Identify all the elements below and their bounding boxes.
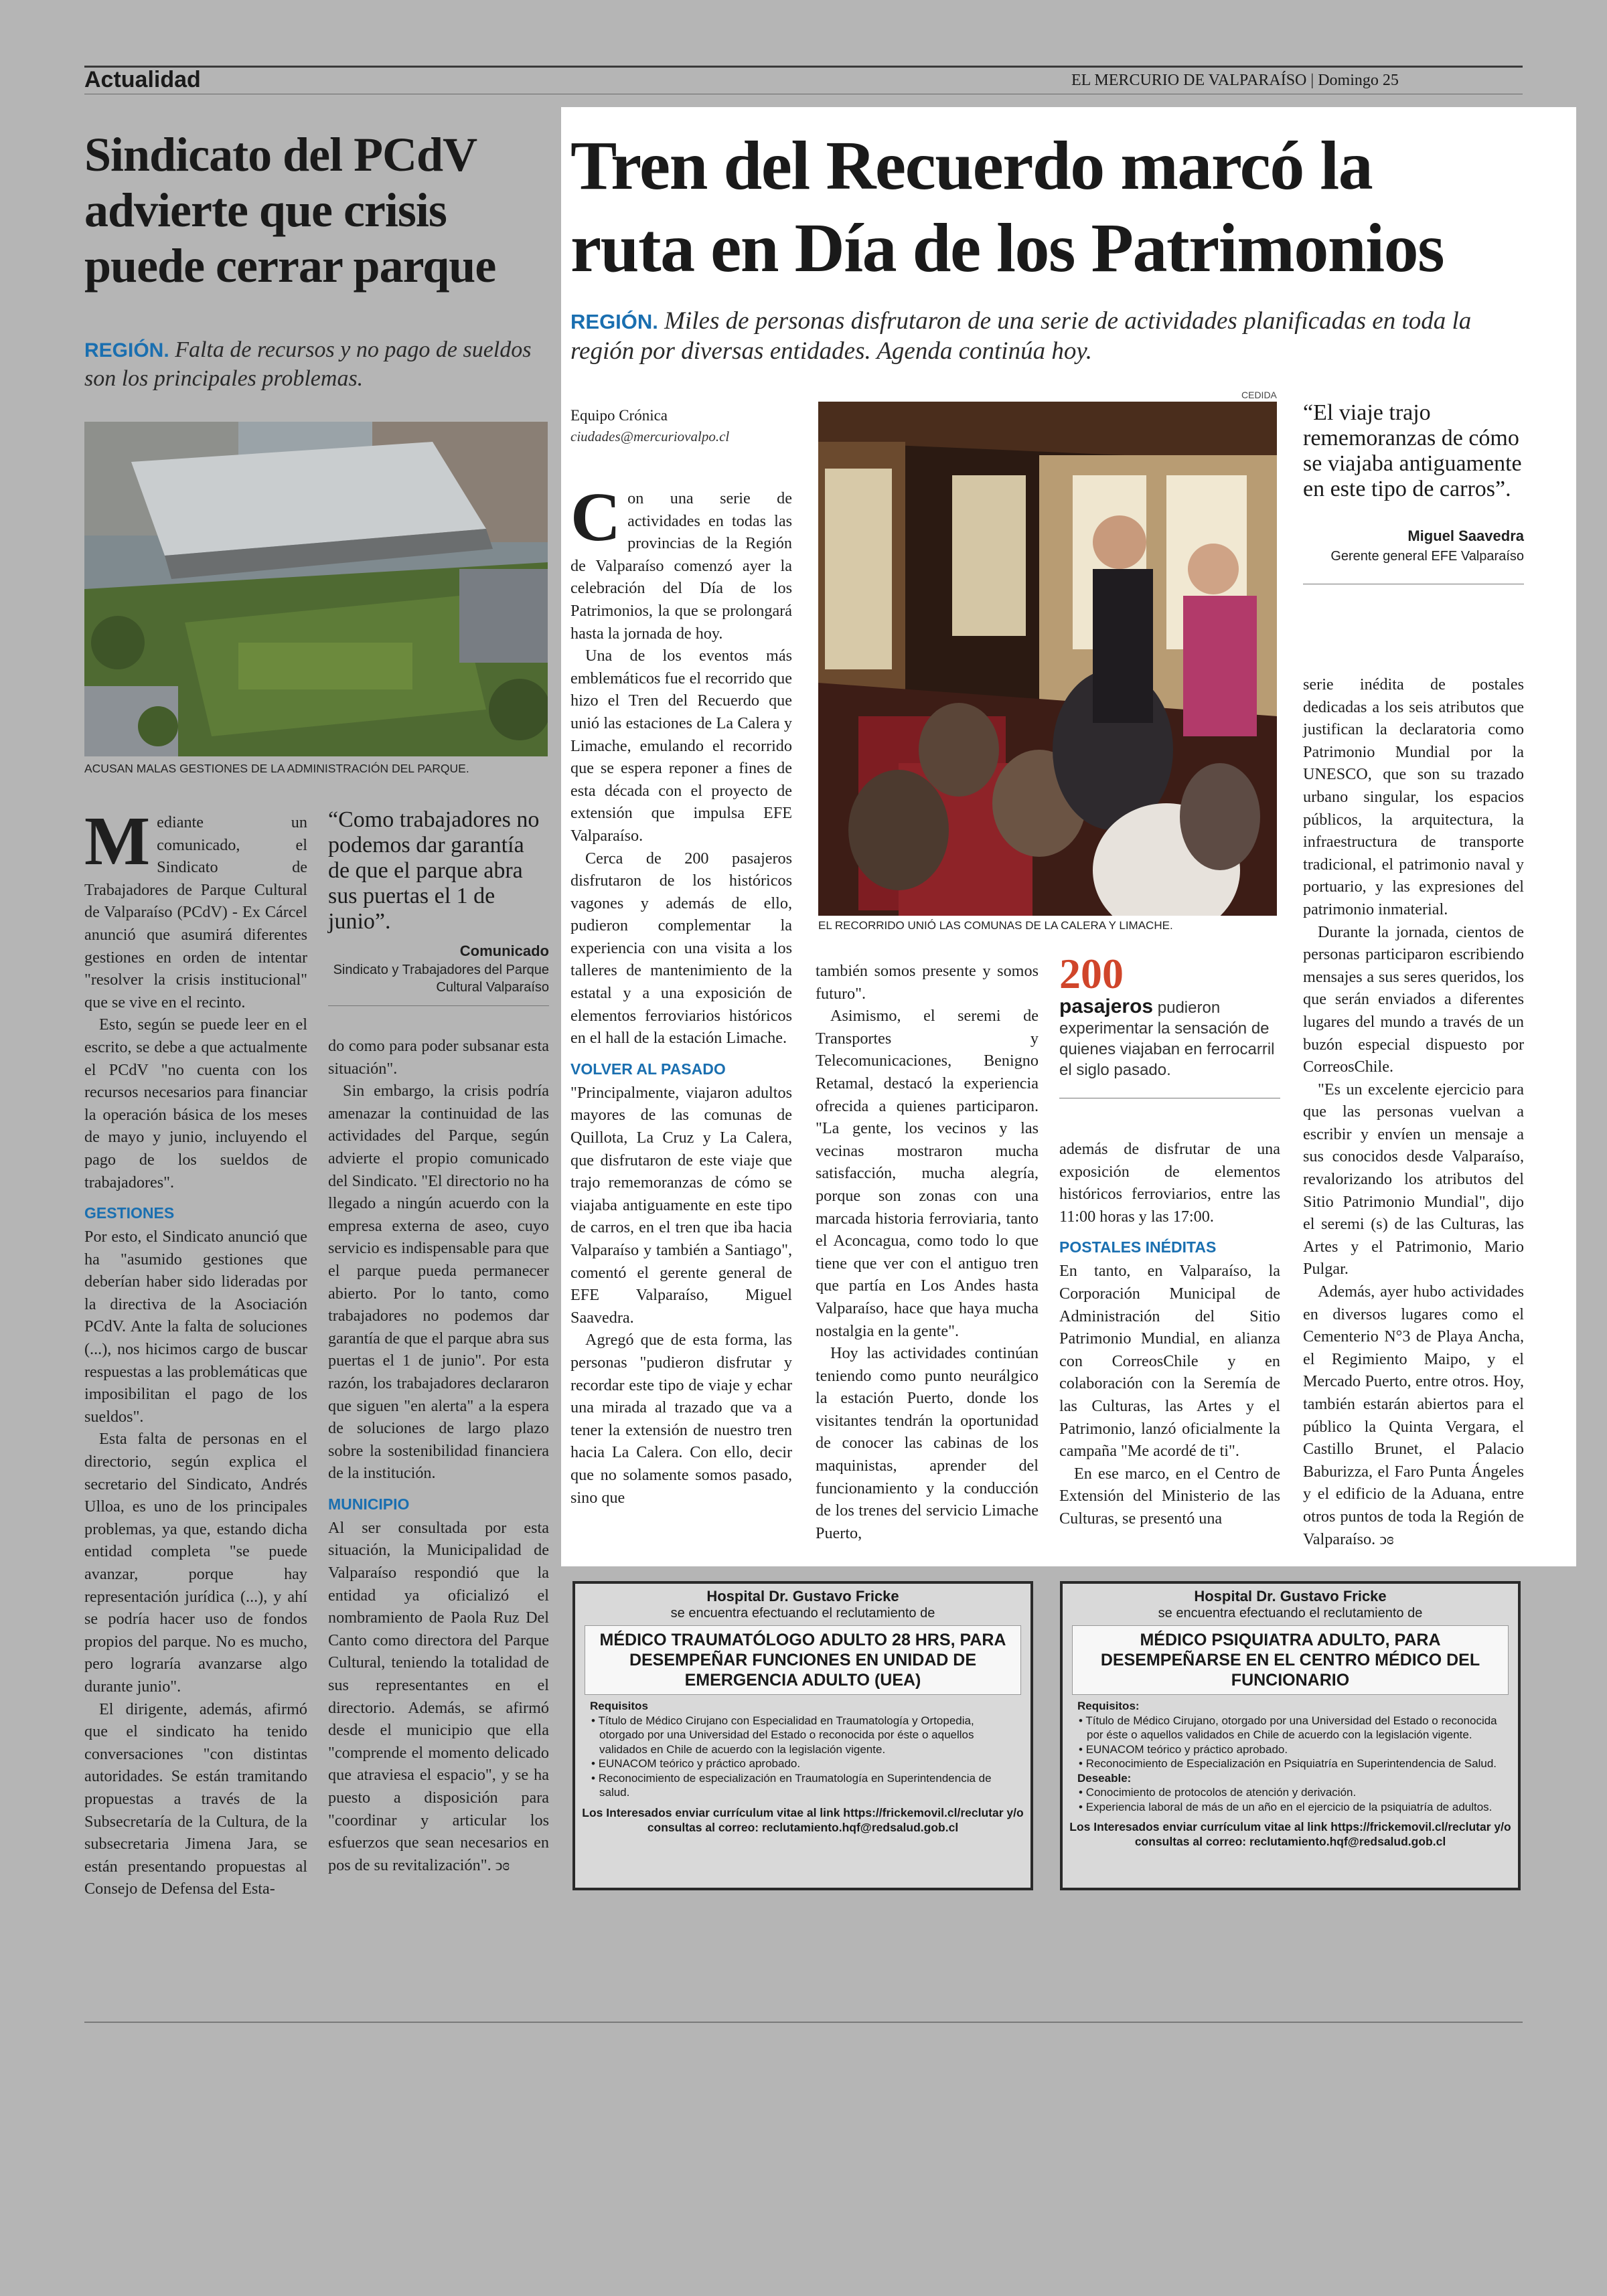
ad-hospital: Hospital Dr. Gustavo Fricke xyxy=(1194,1588,1387,1605)
right-c4-p2: Durante la jornada, cientos de personas participaron escribiendo mensajes a sus seres queridos, los que serán enviados a diferentes lugares del mundo a través de un buzón especial dispuesto por CorreosChile. xyxy=(1303,922,1524,1076)
left-quote-text: “Como trabajadores no podemos dar garantía de que el parque abra sus puertas el 1 de junio”. xyxy=(328,807,540,934)
left-col1-p1: ediante un comunicado, el Sindicato de Trabajadores de Parque Cultural de Valparaíso (PCdV) - Ex Cárcel anunció que asumirá diferentes gestiones en orden de intentar "resolver la crisis institucional" que se vive en el recinto. xyxy=(84,813,307,1011)
left-lead xyxy=(84,336,553,393)
ad-contact: Los Interesados enviar currículum vitae al link https://frickemovil.cl/reclutar y/o consultas al correo: reclutamiento.hqf@redsalud.gob.cl xyxy=(1069,1820,1511,1848)
right-col2 xyxy=(816,960,1039,1544)
ad-req-item: • Título de Médico Cirujano con Especialidad en Traumatología y Ortopedia, otorgado por una Universidad del Estado o reconocida por éste o aquellos validados en Chile de acuerdo con la legislación vigente. xyxy=(591,1714,974,1756)
left-dropcap: M xyxy=(84,803,151,880)
left-headline-line: advierte que crisis xyxy=(84,183,447,237)
right-c3-p3: En ese marco, en el Centro de Extensión del Ministerio de las Culturas, se presentó una xyxy=(1059,1464,1280,1528)
paper-day: Domingo 25 xyxy=(1318,72,1399,89)
left-lead-label: REGIÓN. xyxy=(84,339,169,361)
right-c4-p4 xyxy=(1303,1281,1524,1550)
ad-requirements xyxy=(590,1699,1016,1800)
right-dropcap: C xyxy=(570,479,621,556)
park-photo-caption: ACUSAN MALAS GESTIONES DE LA ADMINISTRACIÓN DEL PARQUE. xyxy=(84,762,469,775)
ad-req-item: • Reconocimiento de especialización en Traumatología en Superintendencia de salud. xyxy=(591,1771,992,1799)
left-col1-p4: Esta falta de personas en el directorio, según explica el secretario del Sindicato, Andrés Ulloa, es uno de los principales problemas, ya que, estando dicha entidad completa "se puede avanzar, porque hay representación jurídica (...), y ahí se podría hacer uso de fondos propios del parque. No es mucho, pero lograría avanzarse algo durante junio". xyxy=(84,1430,307,1696)
left-end-mark: ↄɞ xyxy=(495,1856,510,1874)
paper-info: EL MERCURIO DE VALPARAÍSO | Domingo 25 xyxy=(1071,72,1399,89)
byline: Equipo Crónica xyxy=(570,407,668,424)
right-lead-label: REGIÓN. xyxy=(570,310,658,333)
paper-name: EL MERCURIO DE VALPARAÍSO xyxy=(1071,72,1307,89)
ad-position: MÉDICO PSIQUIATRA ADULTO, PARA DESEMPEÑARSE EN EL CENTRO MÉDICO DEL FUNCIONARIO xyxy=(1072,1625,1509,1695)
train-photo-image xyxy=(818,402,1277,916)
left-col1-p2: Esto, según se puede leer en el escrito, se debe a que actualmente el PCdV "no cuenta con los recursos necesarios para financiar la operación básica de los meses de mayo y junio, incluyendo el pago de los sueldos de trabajadores". xyxy=(84,1015,307,1192)
right-sub-postales: POSTALES INÉDITAS xyxy=(1059,1238,1217,1256)
left-quote xyxy=(328,807,549,1006)
ad-position: MÉDICO TRAUMATÓLOGO ADULTO 28 HRS, PARA DESEMPEÑAR FUNCIONES EN UNIDAD DE EMERGENCIA ADULTO (UEA) xyxy=(585,1625,1021,1695)
right-c1-p5: Agregó que de esta forma, las personas "pudieron disfrutar y recordar este tipo de viaje y echar una mirada al trazado que va a tener la extensión de nuestro tren hacia La Calera. Con ello, decir que no solamente somos pasado, sino que xyxy=(570,1331,792,1507)
left-headline xyxy=(84,127,553,294)
left-col1-p5: El dirigente, además, afirmó que el sindicato ha tenido conversaciones "con distintas autoridades. Se están tramitando propuestas a través de la Subsecretaría de la Cultura, de la subsecretaria Jimena Jara, se están presentando propuestas al Consejo de Defensa del Esta- xyxy=(84,1700,307,1898)
ad-hospital: Hospital Dr. Gustavo Fricke xyxy=(706,1588,899,1605)
ad-req-item: • Título de Médico Cirujano, otorgado por una Universidad del Estado o reconocida por éste o aquellos validados en Chile de acuerdo con la legislación vigente. xyxy=(1079,1714,1497,1741)
ad-req-item: • Reconocimiento de Especialización en Psiquiatría en Superintendencia de Salud. xyxy=(1079,1757,1497,1770)
left-quote-author: Comunicado xyxy=(459,942,549,959)
fact-text xyxy=(1059,996,1280,1080)
left-col2-p3 xyxy=(328,1517,549,1877)
left-quote-rule xyxy=(328,1005,549,1006)
right-lead-text: Miles de personas disfrutaron de una serie de actividades planificadas en toda la región por diversas entidades. Agenda continúa hoy. xyxy=(570,307,1472,365)
right-headline xyxy=(570,125,1561,289)
ad-req-item: • EUNACOM teórico y práctico aprobado. xyxy=(1079,1742,1288,1756)
right-c1-p4: "Principalmente, viajaron adultos mayores de las comunas de Quillota, La Cruz y La Calera, que disfrutaron de este viaje que trajo rememoranzas de cómo se viajaba antiguamente en este tipo de carros, en el tren que iba hacia Valparaíso y también a Santiago", comentó el gerente general de EFE Valparaíso, Miguel Saavedra. xyxy=(570,1083,792,1327)
right-c1-p1: on una serie de actividades en todas las provincias de la Región de Valparaíso comenzó ayer la celebración del Día de los Patrimonios, la que se prolongará hasta la jornada de hoy. xyxy=(570,489,792,643)
fact-desc: pudieron experimentar la sensación de quienes viajaban en ferrocarril el siglo pasado. xyxy=(1059,999,1275,1079)
left-col2-p2: Sin embargo, la crisis podría amenazar la continuidad de las actividades del Parque, según advierte el propio comunicado del Sindicato. "El directorio no ha llegado a ningún acuerdo con la empresa externa de aseo, cuyo servicio es indispensable para que el parque pueda permanecer abierto. Por lo tanto, como trabajadores no podemos dar garantía de que el parque abra sus puertas el 1 de junio". Por esta razón, los trabajadores declararon que siguen "en alerta" a la espera de soluciones de largo plazo sobre la sostenibilidad financiera de la institución. xyxy=(328,1082,549,1483)
left-headline-line: puede cerrar parque xyxy=(84,239,496,293)
right-quote-author: Miguel Saavedra xyxy=(1407,527,1524,544)
ad-desirable-item: • Conocimiento de protocolos de atención y derivación. xyxy=(1079,1786,1357,1799)
left-sub-gestiones: GESTIONES xyxy=(84,1204,175,1222)
header-rule xyxy=(84,66,1523,68)
right-c2-p2: Asimismo, el seremi de Transportes y Telecomunicaciones, Benigno Retamal, destacó la experiencia ofrecida a quienes participaron. "La gente, los vecinos y las vecinas mostraron mucha satisfacción, mucha alegría, porque son zonas con una marcada historia ferroviaria, tanto el Aconcagua, como todo lo que tiene que ver con el antiguo tren que partía en Los Andes hasta Valparaíso, hace que haya mucha nostalgia en la gente". xyxy=(816,1007,1039,1340)
ad-recruit: se encuentra efectuando el reclutamiento de xyxy=(1158,1606,1423,1621)
ad-recruit: se encuentra efectuando el reclutamiento de xyxy=(670,1606,935,1621)
left-headline-line: Sindicato del PCdV xyxy=(84,128,477,181)
right-c4-p3: "Es un excelente ejercicio para que las personas vuelvan a escribir y envíen un mensaje a sus conocidos desde Valparaíso, revalorizando los atributos del Sitio Patrimonio Mundial", dijo el seremi (s) de las Culturas, las Artes y el Patrimonio, Mario Pulgar. xyxy=(1303,1080,1524,1279)
section-label: Actualidad xyxy=(84,67,201,92)
footer-rule xyxy=(84,2022,1523,2023)
left-lead-text: Falta de recursos y no pago de sueldos son los principales problemas. xyxy=(84,337,532,391)
left-col1 xyxy=(84,803,307,1900)
left-col1-p3: Por esto, el Sindicato anunció que ha "asumido gestiones que deberían haber sido lideradas por la directiva de la Asociación PCdV. Ante la falta de soluciones (...), nos hicimos cargo de buscar respuestas a las problemáticas que imposibilitan el pago de los sueldos". xyxy=(84,1228,307,1426)
fact-box xyxy=(1059,952,1280,1098)
right-quote-text: “El viaje trajo rememoranzas de cómo se viajaba antiguamente en este tipo de carros”. xyxy=(1303,400,1522,501)
ad-requirements xyxy=(1077,1699,1503,1814)
park-photo xyxy=(84,422,548,756)
left-sub-municipio: MUNICIPIO xyxy=(328,1495,410,1513)
left-col2 xyxy=(328,1035,549,1876)
right-headline-line: ruta en Día de los Patrimonios xyxy=(570,210,1444,286)
right-col3 xyxy=(1059,1138,1280,1530)
right-sub-volver: VOLVER AL PASADO xyxy=(570,1060,726,1078)
fact-bold: pasajeros xyxy=(1059,995,1154,1017)
train-photo xyxy=(818,402,1277,916)
ad-req-label: Requisitos xyxy=(590,1700,648,1712)
ad-desirable-label: Deseable: xyxy=(1077,1771,1132,1785)
right-quote xyxy=(1303,400,1524,584)
right-end-mark: ↄɞ xyxy=(1379,1530,1394,1548)
right-col4 xyxy=(1303,673,1524,1550)
left-col2-p3-text: Al ser consultada por esta situación, la Municipalidad de Valparaíso respondió que la entidad ya oficializó el nombramiento de Paola Ruz Del Canto como directora del Parque Cultural, teniendo la totalidad de sus representantes en el directorio. Además, se afirmó desde el municipio que ella "comprende el momento delicado que atraviesa el espacio", y se ha puesto a disposición para "coordinar y articular los esfuerzos que sean necesarios en pos de su revitalización". xyxy=(328,1518,549,1874)
right-c2-p1: también somos presente y somos futuro". xyxy=(816,962,1039,1003)
ad-req-item: • EUNACOM teórico y práctico aprobado. xyxy=(591,1757,801,1770)
train-photo-caption: EL RECORRIDO UNIÓ LAS COMUNAS DE LA CALERA Y LIMACHE. xyxy=(818,919,1173,932)
right-c4-p1: serie inédita de postales dedicadas a los seis atributos que justifican la declaratoria como Patrimonio Mundial por la UNESCO, que son su trazado urbano singular, los espacios públicos, la arquitectura, la infraestructura de transporte tradicional, el patrimonio naval y portuario, y las expresiones del patrimonio inmaterial. xyxy=(1303,675,1524,918)
right-c4-p4-text: Además, ayer hubo actividades en diversos lugares como el Cementerio N°3 de Playa Ancha, el Regimiento Maipo, y el Mercado Puerto, entre otros. Hoy, también estarán abiertos para el público la Quinta Vergara, el Castillo Brunet, el Palacio Baburizza, el Faro Punta Ángeles y el edificio de la Aduana, entre otros puntos de toda la Región de Valparaíso. xyxy=(1303,1283,1524,1548)
right-c3-p1: además de disfrutar de una exposición de elementos históricos ferroviarios, entre las 11:00 horas y las 17:00. xyxy=(1059,1140,1280,1226)
right-lead xyxy=(570,307,1535,366)
ad-contact: Los Interesados enviar currículum vitae al link https://frickemovil.cl/reclutar y/o consultas al correo: reclutamiento.hqf@redsalud.gob.cl xyxy=(582,1805,1024,1834)
ad-desirable-item: • Experiencia laboral de más de un año en el ejercicio de la psiquiatría de adultos. xyxy=(1079,1800,1493,1813)
job-ad-traumatologo xyxy=(572,1581,1033,1890)
left-col2-p1: do como para poder subsanar esta situación". xyxy=(328,1037,549,1078)
right-c1-p3: Cerca de 200 pasajeros disfrutaron de los históricos vagones y además de ello, pudieron complementar la experiencia con una visita a los talleres de mantenimiento de la estatal y a una exposición de elementos ferroviarios históricos en el hall de la estación Limache. xyxy=(570,849,792,1048)
park-photo-image xyxy=(84,422,548,756)
photo-credit: CEDIDA xyxy=(1241,390,1277,400)
left-quote-role: Sindicato y Trabajadores del Parque Cultural Valparaíso xyxy=(333,963,549,995)
right-c3-p2: En tanto, en Valparaíso, la Corporación Municipal de Administración del Sitio Patrimonio Mundial, en alianza con CorreosChile y en colaboración con la Seremía de las Culturas, las Artes y el Patrimonio, lanzó oficialmente la campaña "Me acordé de ti". xyxy=(1059,1262,1280,1461)
right-headline-line: Tren del Recuerdo marcó la xyxy=(570,127,1373,204)
ad-req-label: Requisitos: xyxy=(1077,1700,1140,1712)
right-quote-role: Gerente general EFE Valparaíso xyxy=(1330,549,1524,564)
byline-email: ciudades@mercuriovalpo.cl xyxy=(570,428,730,444)
fact-number: 200 xyxy=(1059,950,1124,997)
right-col1 xyxy=(570,479,792,1509)
job-ad-psiquiatra xyxy=(1060,1581,1521,1890)
right-c1-p2: Una de los eventos más emblemáticos fue el recorrido que hizo el Tren del Recuerdo que unió las estaciones de La Calera y Limache, emulando el recorrido que se espera reponer a fines de esta década con el proyecto de extensión que impulsa EFE Valparaíso. xyxy=(570,647,792,845)
right-c2-p3: Hoy las actividades continúan teniendo como punto neurálgico la estación Puerto, donde los visitantes tendrán la oportunidad de conocer las cabinas de los maquinistas, aprender del funcionamiento y la conducción de los trenes del servicio Limache Puerto, xyxy=(816,1344,1039,1542)
